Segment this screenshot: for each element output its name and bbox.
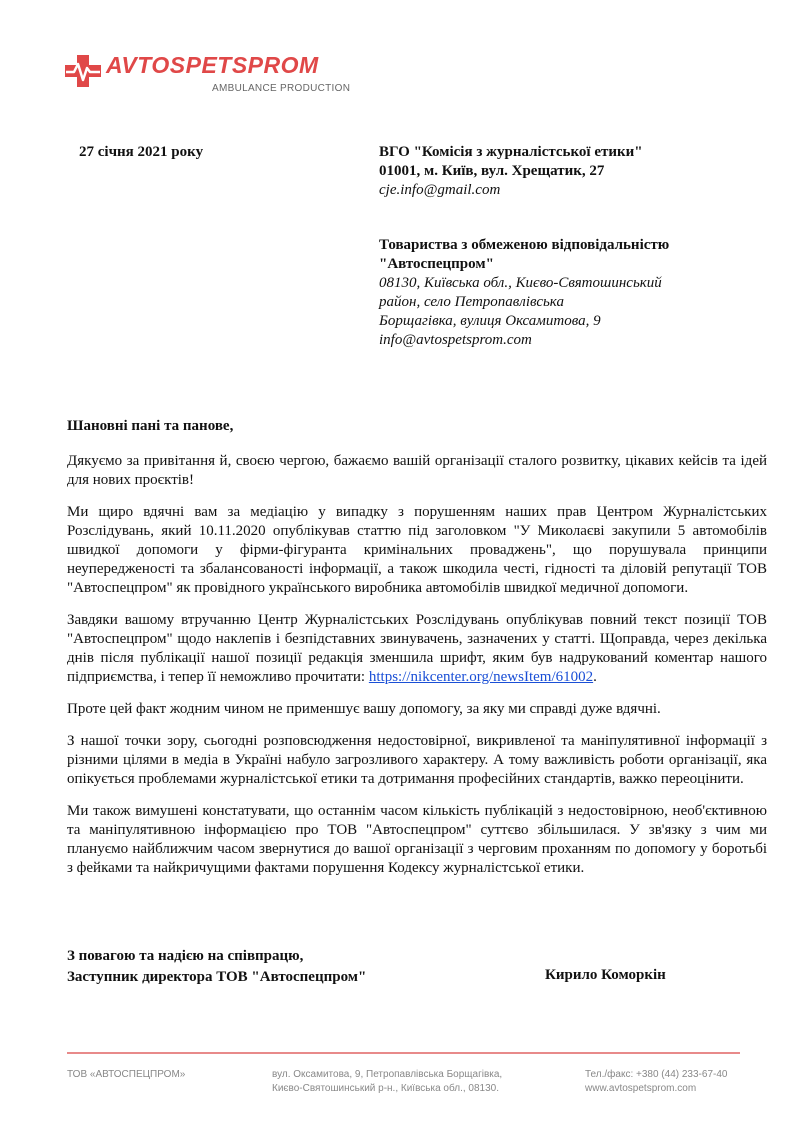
letter-date: 27 січня 2021 року [79, 144, 204, 160]
footer-address [272, 1068, 502, 1096]
paragraph-3-text: Завдяки вашому втручанню Центр Журналістських Розслідувань опублікував повний текст позиції ТОВ "Автоспецпром" щодо наклепів і безпідставних звинувачень, зазначених у статті. Щоправда, через декілька днів після публікації нашої позиції редакція зменшила шрифт, яким був надрукований коментар нашого підприємства, і тепер її неможливо прочитати: [67, 612, 767, 685]
footer-website: www.avtospetsprom.com [585, 1083, 697, 1094]
paragraph-4: Проте цей факт жодним чином не применшує вашу допомогу, за яку ми справді дуже вдячні. [67, 701, 661, 717]
sender-block [379, 236, 669, 350]
sender-address-line2: район, село Петропавлівська [379, 294, 564, 310]
closing-line-2: Заступник директора ТОВ "Автоспецпром" [67, 969, 367, 985]
footer-contacts [585, 1068, 727, 1096]
paragraph-1: Дякуємо за привітання й, своєю чергою, бажаємо вашій організації сталого розвитку, цікавих кейсів та ідей для нових проєктів! [67, 453, 767, 488]
logo-wordmark: AVTOSPETSPROM [106, 52, 319, 78]
footer-address-line2: Києво-Святошинський р-н., Київська обл., 08130. [272, 1083, 500, 1094]
paragraph-3 [67, 611, 767, 687]
sender-email: info@avtospetsprom.com [379, 332, 532, 348]
footer-company: ТОВ «АВТОСПЕЦПРОМ» [67, 1069, 186, 1080]
paragraph-3-end: . [593, 669, 597, 685]
footer-address-line1: вул. Оксамитова, 9, Петропавлівська Борщагівка, [272, 1069, 503, 1080]
sender-org-line1: Товариства з обмеженою відповідальністю [379, 237, 670, 253]
sender-address-line3: Борщагівка, вулиця Оксамитова, 9 [379, 313, 601, 329]
sender-address-line1: 08130, Київська обл., Києво-Святошинський [379, 275, 662, 291]
footer-phone: Тел./факс: +380 (44) 233-67-40 [585, 1069, 728, 1080]
paragraph-5: З нашої точки зору, сьогодні розповсюдження недостовірної, викривленої та маніпулятивної інформації з різними цілями в медіа в Україні набуло загрозливого характеру. А тому важливість роботи організації, яка опікується проблемами журналістської етики та дотримання професійних стандартів, важко переоцінити. [67, 733, 767, 787]
article-link[interactable]: https://nikcenter.org/newsItem/61002 [368, 669, 594, 685]
paragraph-6: Ми також вимушені констатувати, що останнім часом кількість публікацій з недостовірною, необ'єктивною та маніпулятивною інформацією про ТОВ "Автоспецпром" суттєво збільшилася. У зв'язку з чим ми плануємо найближчим часом звернутися до вашої організації з черговим проханням по допомогу у боротьбі з фейками та найкричущими фактами порушення Кодексу журналістської етики. [67, 803, 767, 876]
recipient-block [379, 143, 643, 200]
company-logo [64, 50, 364, 100]
signer-name: Кирило Коморкін [545, 967, 666, 983]
salutation: Шановні пані та панове, [67, 418, 234, 434]
closing-line-1: З повагою та надією на співпрацю, [67, 948, 304, 964]
ambulance-cross-icon [64, 54, 102, 88]
recipient-org: ВГО "Комісія з журналістської етики" [379, 144, 643, 160]
footer-divider [67, 1052, 740, 1054]
logo-subtitle: AMBULANCE PRODUCTION [212, 83, 351, 94]
letter-body [67, 452, 767, 891]
recipient-address: 01001, м. Київ, вул. Хрещатик, 27 [379, 163, 605, 179]
recipient-email: cje.info@gmail.com [379, 182, 501, 198]
paragraph-2: Ми щиро вдячні вам за медіацію у випадку з порушенням наших прав Центром Журналістських Розслідувань, який 10.11.2020 опублікував статтю під заголовком "У Миколаєві закупили 5 автомобілів швидкої допомоги у фірми-фігуранта кримінальних проваджень", що порушувала принципи неупередженості та збалансованості інформації, а також шкодила честі, гідності та діловій репутації ТОВ "Автоспецпром" як провідного українського виробника автомобілів швидкої медичної допомоги. [67, 504, 767, 596]
closing-block [67, 946, 366, 988]
sender-org-line2: "Автоспецпром" [379, 256, 494, 272]
